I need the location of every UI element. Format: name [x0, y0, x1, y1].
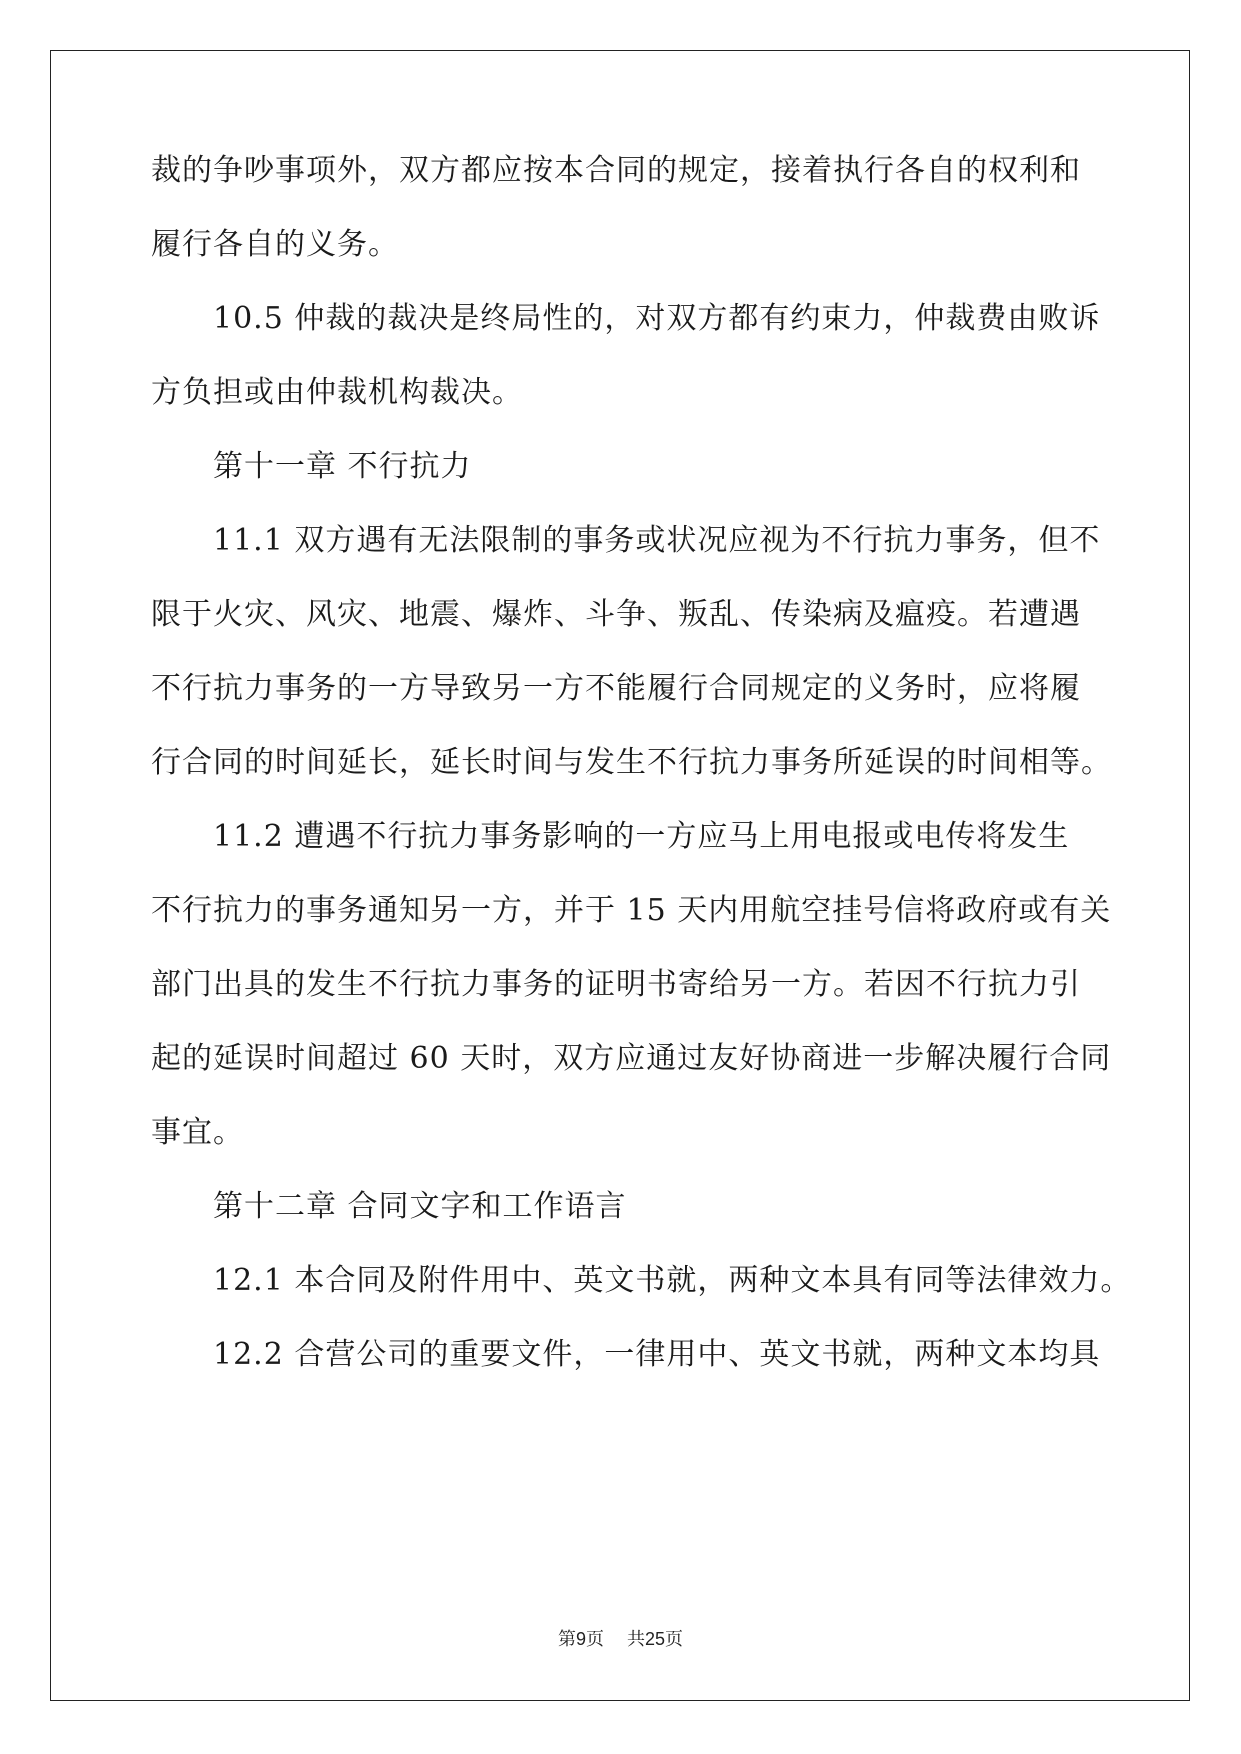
footer-total-prefix: 共: [626, 1629, 645, 1650]
body-line: 行合同的时间延长，延长时间与发生不行抗力事务所延误的时间相等。: [151, 745, 1112, 780]
clause-12-1: 12.1 本合同及附件用中、英文书就，两种文本具有同等法律效力。: [213, 1263, 1132, 1298]
chapter-11-heading: 第十一章 不行抗力: [213, 449, 472, 484]
body-line: 方负担或由仲裁机构裁决。: [151, 375, 523, 410]
body-line: 裁的争吵事项外，双方都应按本合同的规定，接着执行各自的权利和: [151, 153, 1081, 188]
page-border: [50, 50, 1190, 1701]
total-pages: 25: [644, 1629, 665, 1649]
body-line: 起的延误时间超过 60 天时，双方应通过友好协商进一步解决履行合同: [151, 1041, 1112, 1076]
chapter-12-heading: 第十二章 合同文字和工作语言: [213, 1189, 627, 1224]
footer-prefix: 第: [558, 1629, 577, 1650]
footer-total-suffix: 页: [664, 1629, 683, 1650]
body-line: 事宜。: [151, 1115, 244, 1150]
footer-page-suffix: 页: [586, 1629, 605, 1650]
body-line: 部门出具的发生不行抗力事务的证明书寄给另一方。若因不行抗力引: [151, 967, 1081, 1002]
clause-11-2: 11.2 遭遇不行抗力事务影响的一方应马上用电报或电传将发生: [213, 819, 1070, 854]
clause-10-5: 10.5 仲裁的裁决是终局性的，对双方都有约束力，仲裁费由败诉: [213, 301, 1101, 336]
body-line: 履行各自的义务。: [151, 227, 399, 262]
page-number: 9: [576, 1629, 587, 1649]
clause-11-1: 11.1 双方遇有无法限制的事务或状况应视为不行抗力事务，但不: [213, 523, 1101, 558]
body-line: 不行抗力事务的一方导致另一方不能履行合同规定的义务时，应将履: [151, 671, 1081, 706]
body-line: 不行抗力的事务通知另一方，并于 15 天内用航空挂号信将政府或有关: [151, 893, 1112, 928]
body-line: 限于火灾、风灾、地震、爆炸、斗争、叛乱、传染病及瘟疫。若遭遇: [151, 597, 1081, 632]
page-footer: [0, 1628, 1241, 1651]
clause-12-2: 12.2 合营公司的重要文件，一律用中、英文书就，两种文本均具: [213, 1337, 1101, 1372]
